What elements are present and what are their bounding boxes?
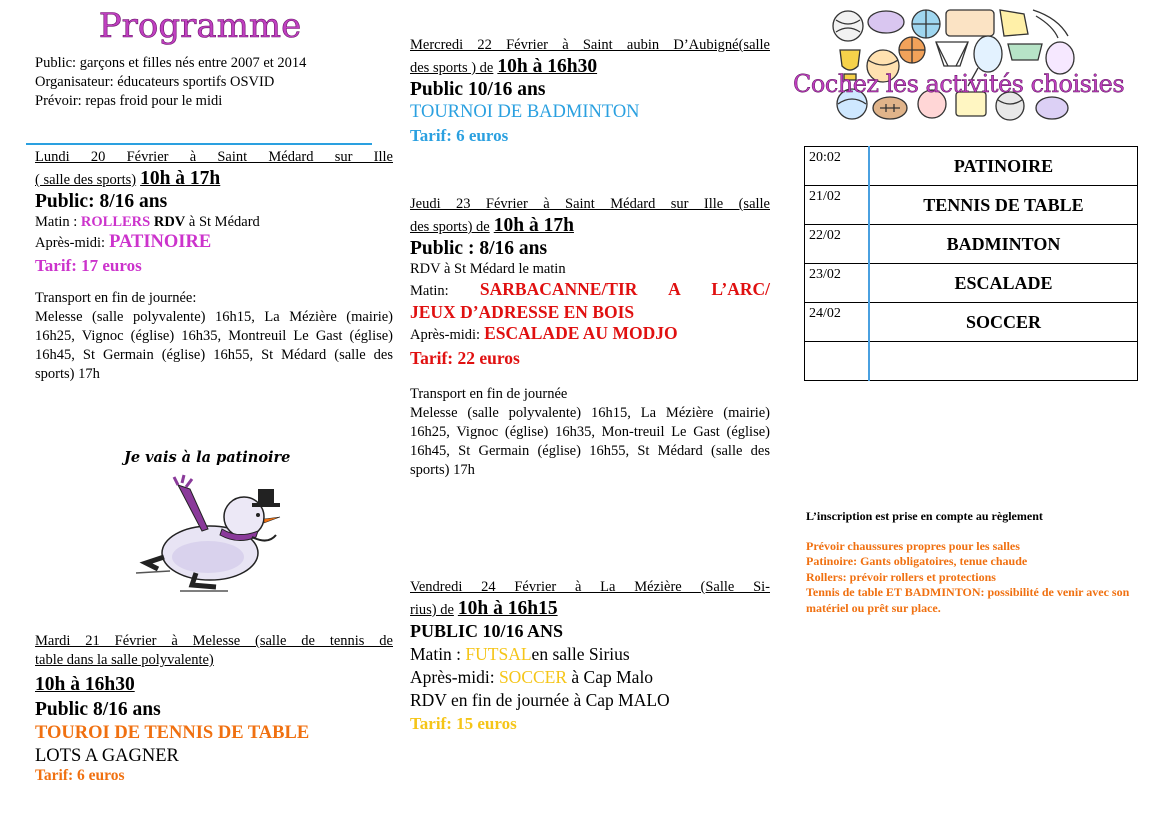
thursday-transport-title: Transport en fin de journée xyxy=(410,386,568,402)
monday-transport-title: Transport en fin de journée: xyxy=(35,290,197,306)
thursday-date-line2 xyxy=(410,214,770,237)
notes-section xyxy=(806,509,1131,616)
activity-date: 20:02 xyxy=(805,147,870,186)
friday-aprem xyxy=(410,666,770,689)
thursday-location: des sports) de xyxy=(410,219,490,235)
monday-matin-label: Matin : xyxy=(35,214,78,230)
tuesday-date: Mardi 21 Février à Melesse (salle de tennis de xyxy=(35,633,393,649)
monday-location: ( salle des sports) xyxy=(35,172,137,188)
activity-date: 22/02 xyxy=(805,225,870,264)
thursday-hours: 10h à 17h xyxy=(493,215,574,236)
monday-public: Public: 8/16 ans xyxy=(35,191,168,212)
monday-matin-rdv: RDV xyxy=(153,214,186,230)
thursday-aprem xyxy=(410,323,770,345)
activity-name[interactable]: TENNIS DE TABLE xyxy=(869,186,1138,225)
friday-tarif: Tarif: 15 euros xyxy=(410,714,517,733)
monday-matin-place: à St Médard xyxy=(188,214,260,230)
friday-aprem-label: Après-midi: xyxy=(410,667,495,687)
snowman-illustration xyxy=(118,445,318,600)
friday-hours: 10h à 16h15 xyxy=(457,598,558,619)
monday-transport: Melesse (salle polyvalente) 16h15, La Mézière (mairie) 16h25, Vignoc (église) 16h35, Montreuil Le Gast (église) 16h45, St Germain (église) 16h55, St Médard (salle des sports) 17h xyxy=(35,309,393,382)
checklist-title: Cochez les activités choisies xyxy=(793,70,1125,98)
activity-checklist xyxy=(804,146,1138,381)
friday-location: rius) de xyxy=(410,602,454,618)
friday-matin-label: Matin : xyxy=(410,644,462,664)
thursday-public: Public : 8/16 ans xyxy=(410,238,548,259)
sports-illustration xyxy=(793,4,1125,129)
monday-aprem-activity: PATINOIRE xyxy=(109,232,212,252)
monday-aprem xyxy=(35,232,393,253)
monday-tarif: Tarif: 17 euros xyxy=(35,256,142,275)
thursday-matin xyxy=(410,279,770,301)
activity-name[interactable]: PATINOIRE xyxy=(869,147,1138,186)
tuesday-tarif: Tarif: 6 euros xyxy=(35,767,125,784)
friday-aprem-activity: SOCCER xyxy=(498,667,568,687)
notes-line-3: Rollers: prévoir rollers et protections xyxy=(806,569,996,584)
monday-aprem-label: Après-midi: xyxy=(35,235,106,251)
activity-row[interactable] xyxy=(805,264,1138,303)
wednesday-section xyxy=(410,36,770,148)
friday-aprem-rest: à Cap Malo xyxy=(571,667,654,687)
snowman-icon xyxy=(118,445,318,600)
tuesday-section xyxy=(35,632,393,785)
activity-table-body xyxy=(805,147,1138,381)
thursday-rdv: RDV à St Médard le matin xyxy=(410,261,566,277)
activity-table xyxy=(804,146,1138,381)
thursday-section xyxy=(410,195,770,480)
friday-public: PUBLIC 10/16 ANS xyxy=(410,621,564,641)
tuesday-lots: LOTS A GAGNER xyxy=(35,746,179,766)
header-organisateur: Organisateur: éducateurs sportifs OSVID xyxy=(35,74,275,90)
sports-equipment-icon xyxy=(828,4,1083,129)
friday-matin-rest: en salle Sirius xyxy=(531,644,630,664)
friday-date-line2 xyxy=(410,597,770,620)
thursday-tarif: Tarif: 22 euros xyxy=(410,348,520,368)
wednesday-activity: TOURNOI DE BADMINTON xyxy=(410,102,640,122)
notes-line-4: Tennis de table ET BADMINTON: possibilité de venir avec son matériel ou prêt sur place. xyxy=(806,585,1130,615)
activity-row[interactable] xyxy=(805,303,1138,342)
friday-rdv: RDV en fin de journée à Cap MALO xyxy=(410,690,670,710)
wednesday-tarif: Tarif: 6 euros xyxy=(410,126,509,145)
friday-section xyxy=(410,578,770,736)
friday-matin-activity: FUTSAL xyxy=(465,644,532,664)
activity-date: 23/02 xyxy=(805,264,870,303)
monday-matin xyxy=(35,213,393,232)
activity-name[interactable]: SOCCER xyxy=(869,303,1138,342)
monday-date: Lundi 20 Février à Saint Médard sur Ille xyxy=(35,149,393,165)
activity-name[interactable]: BADMINTON xyxy=(869,225,1138,264)
snowman-caption: Je vais à la patinoire xyxy=(124,449,291,466)
activity-row[interactable] xyxy=(805,186,1138,225)
monday-section xyxy=(35,148,393,384)
activity-name[interactable]: ESCALADE xyxy=(869,264,1138,303)
tuesday-public: Public 8/16 ans xyxy=(35,699,161,720)
wednesday-public: Public 10/16 ans xyxy=(410,79,546,100)
thursday-matin-activity-2: JEUX D’ADRESSE EN BOIS xyxy=(410,302,635,322)
thursday-aprem-activity: ESCALADE AU MODJO xyxy=(484,323,678,343)
wednesday-location: des sports ) de xyxy=(410,60,494,76)
thursday-matin-activity: SARBACANNE/TIR A L’ARC/ xyxy=(479,279,771,299)
thursday-matin-label: Matin: xyxy=(410,283,449,299)
activity-row[interactable] xyxy=(805,342,1138,381)
page-title: Programme xyxy=(98,6,302,46)
monday-date-line2 xyxy=(35,167,393,190)
tuesday-date-line2: table dans la salle polyvalente) xyxy=(35,652,214,668)
activity-row[interactable] xyxy=(805,147,1138,186)
header-public: Public: garçons et filles nés entre 2007 et 2014 xyxy=(35,55,307,71)
notes-line-2: Patinoire: Gants obligatoires, tenue chaude xyxy=(806,554,1028,568)
left-column xyxy=(35,6,395,111)
thursday-transport: Melesse (salle polyvalente) 16h15, La Mézière (mairie) 16h25, Vignoc (église) 16h35, Mon-treuil Le Gast (église) 16h45, St Germain (église) 16h55, St Médard (salle des sports) 17h xyxy=(410,405,770,478)
blue-divider xyxy=(26,143,372,145)
activity-date: 21/02 xyxy=(805,186,870,225)
wednesday-date: Mercredi 22 Février à Saint aubin D’Aubigné(salle xyxy=(410,37,770,53)
thursday-aprem-label: Après-midi: xyxy=(410,327,481,343)
notes-inscription: L’inscription est prise en compte au règlement xyxy=(806,509,1043,523)
tuesday-hours: 10h à 16h30 xyxy=(35,674,135,695)
header-prevoir: Prévoir: repas froid pour le midi xyxy=(35,93,223,109)
activity-date xyxy=(805,342,870,381)
header-info xyxy=(35,54,395,111)
monday-matin-activity: ROLLERS xyxy=(80,214,151,230)
thursday-date: Jeudi 23 Février à Saint Médard sur Ille (salle xyxy=(410,196,770,212)
activity-name[interactable] xyxy=(869,342,1138,381)
tuesday-activity: TOUROI DE TENNIS DE TABLE xyxy=(35,723,310,743)
wednesday-date-line2 xyxy=(410,55,770,78)
wednesday-hours: 10h à 16h30 xyxy=(497,56,598,77)
friday-matin xyxy=(410,643,770,666)
friday-date: Vendredi 24 Février à La Mézière (Salle Si- xyxy=(410,579,770,595)
activity-row[interactable] xyxy=(805,225,1138,264)
monday-hours: 10h à 17h xyxy=(140,168,221,189)
notes-line-1: Prévoir chaussures propres pour les salles xyxy=(806,538,1020,553)
activity-date: 24/02 xyxy=(805,303,870,342)
